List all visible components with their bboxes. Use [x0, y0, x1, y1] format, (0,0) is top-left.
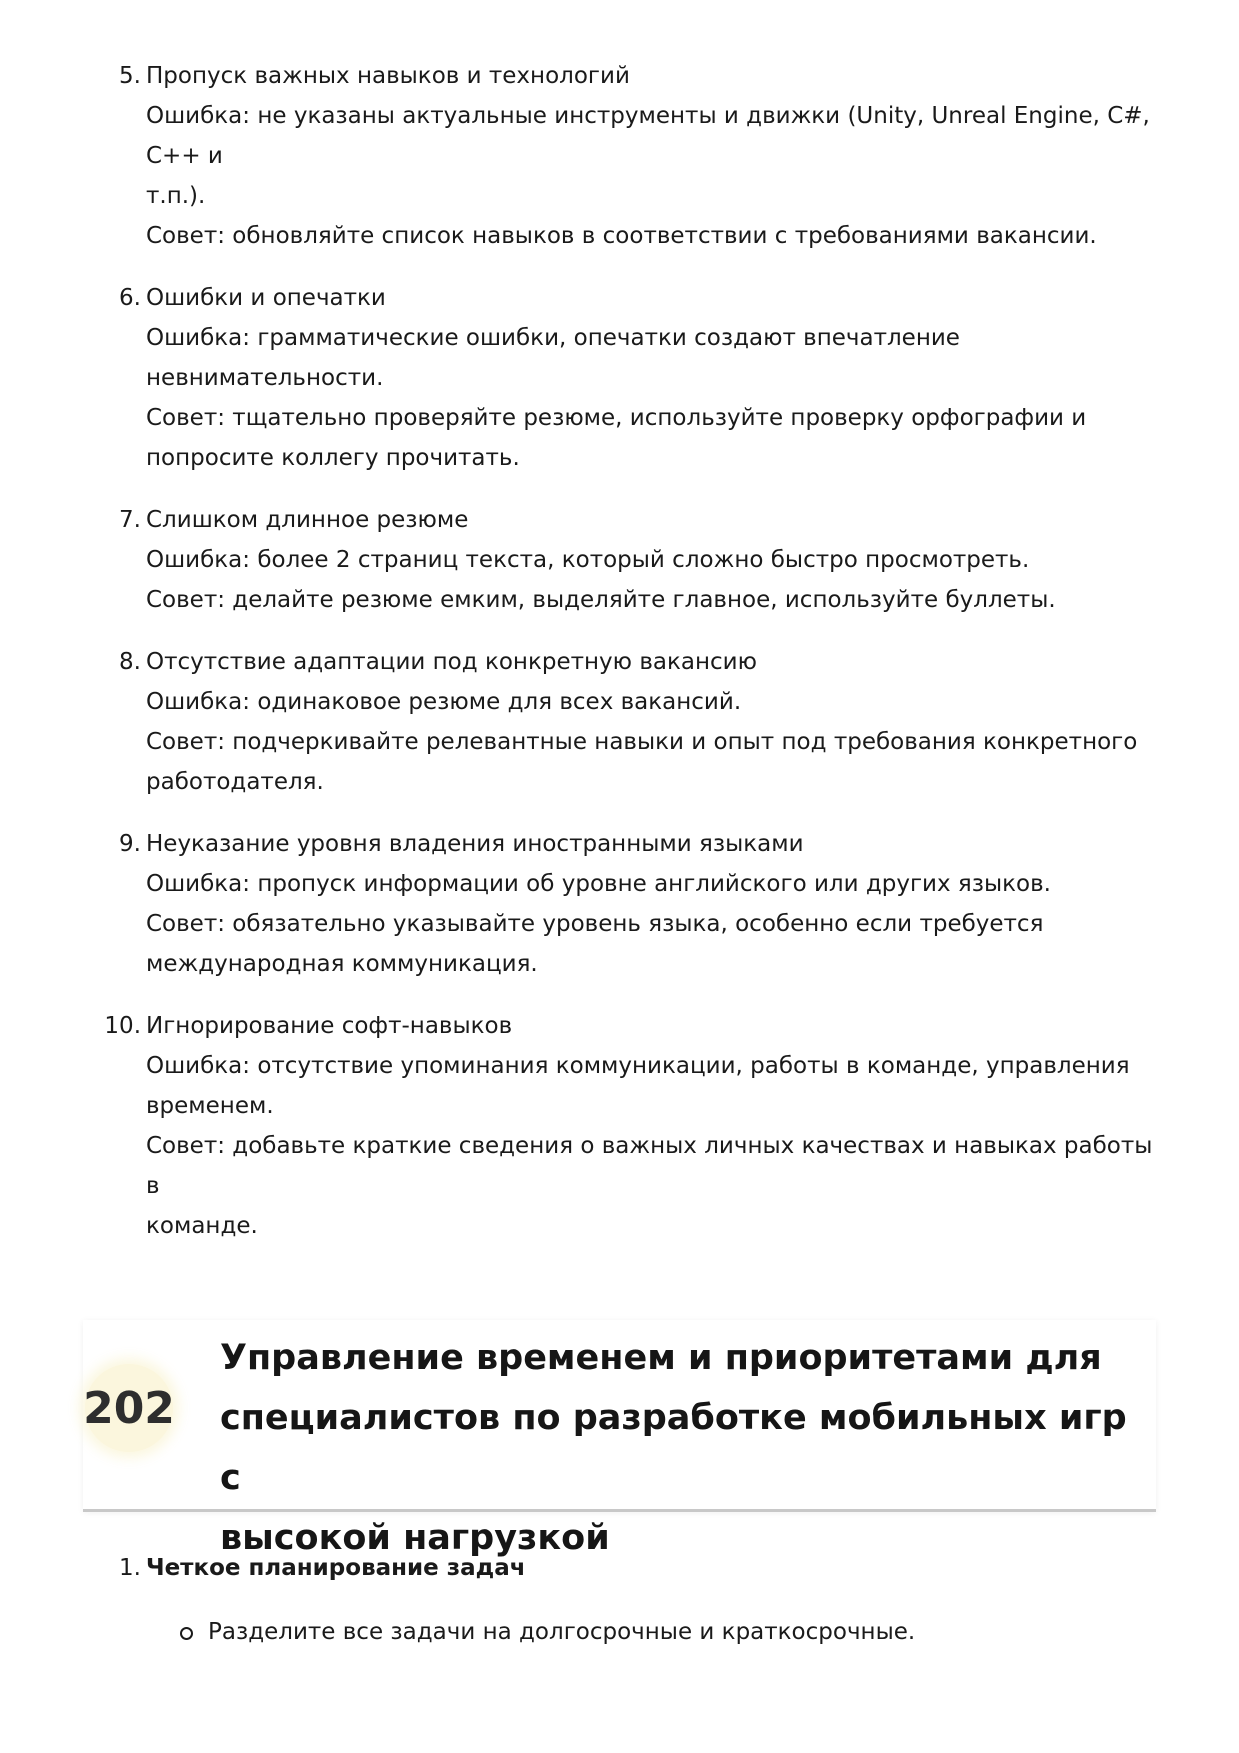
- section-title-line: Управление временем и приоритетами для: [220, 1338, 1102, 1378]
- item-number: 1.: [119, 1555, 141, 1581]
- list-item: [0, 500, 1239, 620]
- item-error-line: Ошибка: пропуск информации об уровне английского или других языков.: [146, 871, 1051, 897]
- list-item: [0, 824, 1239, 984]
- section-header: [83, 1320, 1156, 1558]
- item-title: Неуказание уровня владения иностранными языками: [146, 831, 804, 857]
- item-advice-line: Совет: обязательно указывайте уровень языка, особенно если требуется: [146, 911, 1044, 937]
- item-title: Ошибки и опечатки: [146, 285, 386, 311]
- list-item: [0, 1548, 1239, 1590]
- item-advice-line: Совет: делайте резюме емким, выделяйте главное, используйте буллеты.: [146, 587, 1056, 613]
- item-error-line: Ошибка: более 2 страниц текста, который сложно быстро просмотреть.: [146, 547, 1030, 573]
- item-error-line: Ошибка: не указаны актуальные инструменты и движки (Unity, Unreal Engine, C#, C++ и: [146, 103, 1150, 169]
- mistakes-list: [0, 56, 1239, 1268]
- item-advice-line: Совет: обновляйте список навыков в соответствии с требованиями вакансии.: [146, 223, 1097, 249]
- item-error-line: Ошибка: грамматические ошибки, опечатки создают впечатление невнимательности.: [146, 325, 960, 391]
- item-advice-line: Совет: подчеркивайте релевантные навыки и опыт под требования конкретного: [146, 729, 1138, 755]
- item-advice-line: попросите коллегу прочитать.: [146, 445, 520, 471]
- item-title: Слишком длинное резюме: [146, 507, 469, 533]
- item-advice-line: Совет: тщательно проверяйте резюме, используйте проверку орфографии и: [146, 405, 1087, 431]
- section-number-badge: 202: [85, 1364, 173, 1452]
- list-item: [0, 56, 1239, 256]
- item-advice-line: международная коммуникация.: [146, 951, 538, 977]
- item-advice-line: Совет: добавьте краткие сведения о важных личных качествах и навыках работы в: [146, 1133, 1153, 1199]
- list-item: [0, 1006, 1239, 1246]
- item-advice-line: работодателя.: [146, 769, 324, 795]
- section-title: [220, 1328, 1140, 1568]
- item-number: 5.: [119, 63, 141, 89]
- list-item: [0, 278, 1239, 478]
- item-title: Игнорирование софт-навыков: [146, 1013, 513, 1039]
- item-number: 10.: [104, 1013, 141, 1039]
- item-error-line: временем.: [146, 1093, 274, 1119]
- item-advice-line: команде.: [146, 1213, 258, 1239]
- list-item: [0, 642, 1239, 802]
- item-error-line: т.п.).: [146, 183, 206, 209]
- item-error-line: Ошибка: отсутствие упоминания коммуникации, работы в команде, управления: [146, 1053, 1130, 1079]
- item-number: 8.: [119, 649, 141, 675]
- item-error-line: Ошибка: одинаковое резюме для всех вакансий.: [146, 689, 742, 715]
- subsection-label: Четкое планирование задач: [146, 1555, 526, 1581]
- item-number: 6.: [119, 285, 141, 311]
- section-title-line: высокой нагрузкой: [220, 1518, 610, 1558]
- item-title: Отсутствие адаптации под конкретную вакансию: [146, 649, 757, 675]
- bullet-text: Разделите все задачи на долгосрочные и краткосрочные.: [208, 1619, 916, 1645]
- item-number: 7.: [119, 507, 141, 533]
- item-title: Пропуск важных навыков и технологий: [146, 63, 630, 89]
- section-title-line: специалистов по разработке мобильных игр с: [220, 1398, 1127, 1498]
- subsection-list: [0, 1548, 1239, 1645]
- bullet-item: [0, 1612, 1239, 1652]
- bullet-circle-icon: [180, 1627, 193, 1640]
- item-number: 9.: [119, 831, 141, 857]
